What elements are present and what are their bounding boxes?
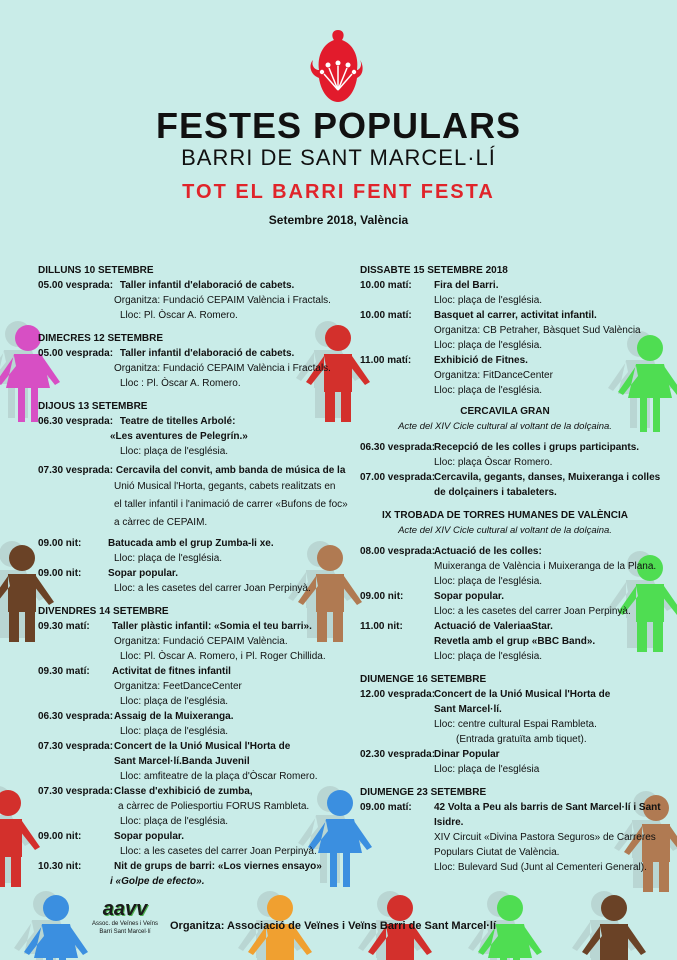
event-location: Lloc: a les casetes del carrer Joan Perpinyà. [120, 846, 317, 857]
event-detail: Isidre. [434, 817, 464, 828]
organizer-footer: Organitza: Associació de Veïnes i Veïns Barri de Sant Marcel·lí [170, 920, 497, 932]
event-activity: Basquet al carrer, activitat infantil. [434, 310, 597, 321]
event-time: 10.00 matí: [360, 280, 412, 291]
section-heading: IX TROBADA DE TORRES HUMANES DE VALÈNCIA [382, 510, 628, 521]
event-time: 07.30 vesprada: [38, 465, 114, 476]
event-row [360, 747, 650, 762]
day-heading: DIVENDRES 14 SETEMBRE [38, 606, 169, 617]
event-organizer: Organitza: FeetDanceCenter [114, 681, 242, 692]
event-organizer: Organitza: Fundació CEPAIM València i Fractals. [114, 295, 331, 306]
event-row [38, 346, 338, 361]
event-time: 05.00 vesprada: [38, 348, 114, 359]
event-detail: a càrrec de CEPAIM. [114, 517, 208, 528]
event-location: Lloc: plaça de l'església. [434, 576, 543, 587]
event-detail: Sant Marcel·lí.Banda Juvenil [114, 756, 250, 767]
event-activity: Cercavila, gegants, danses, Muixeranga i colles [434, 472, 661, 483]
event-activity: Teatre de titelles Arbolé: [119, 416, 236, 427]
event-row [360, 278, 650, 293]
event-row [360, 440, 650, 455]
day-heading: DIUMENGE 23 SETEMBRE [360, 787, 487, 798]
page-subtitle: BARRI DE SANT MARCEL·LÍ [181, 145, 496, 170]
event-time: 09.00 nit: [38, 568, 82, 579]
event-activity: Recepció de les colles i grups participants. [434, 442, 640, 453]
event-row [38, 566, 338, 581]
event-row [360, 544, 650, 559]
event-time: 07.30 vesprada: [38, 786, 114, 797]
event-organizer: Organitza: CB Petraher, Bàsquet Sud València [434, 325, 641, 336]
person-icon [572, 891, 646, 960]
event-time: 09.30 matí: [38, 666, 90, 677]
event-row [38, 278, 338, 293]
event-detail: a càrrec de Poliesportiu FORUS Rambleta. [118, 801, 310, 812]
event-activity: Sopar popular. [434, 591, 505, 602]
event-location: Lloc: a les casetes del carrer Joan Perpinyà. [434, 606, 631, 617]
event-detail: Muixeranga de València i Muixeranga de la Plana. [434, 561, 657, 572]
event-time: 10.00 matí: [360, 310, 412, 321]
event-detail: Revetla amb el grup «BBC Band». [434, 636, 596, 647]
event-location: Lloc : Pl. Òscar A. Romero. [120, 378, 241, 389]
event-location: Lloc: plaça de l'església. [434, 295, 543, 306]
event-activity: Concert de la Unió Musical l'Horta de [114, 741, 291, 752]
event-time: 06.30 vesprada: [38, 416, 114, 427]
event-row [360, 687, 650, 702]
event-activity: Cercavila del convit, amb banda de música de la [115, 465, 346, 476]
event-activity: Batucada amb el grup Zumba-li xe. [108, 538, 274, 549]
event-row [38, 414, 338, 429]
event-activity: Actuació de ValeriaaStar. [434, 621, 553, 632]
event-location: Lloc: Bulevard Sud (Junt al Cementeri General). [434, 862, 647, 873]
aavv-logo-sub: Assoc. de Veïnes i Veïns [92, 921, 159, 927]
event-time: 09.00 nit: [38, 538, 82, 549]
event-location: Lloc: plaça de l'església. [434, 385, 543, 396]
event-row [38, 739, 338, 754]
day-heading: DIJOUS 13 SETEMBRE [38, 401, 148, 412]
event-time: 10.30 nit: [38, 861, 82, 872]
event-row [38, 859, 338, 874]
event-detail: el taller infantil i l'animació de carrer «Bufons de foc» [114, 499, 348, 510]
event-detail: de dolçainers i tabaleters. [434, 487, 557, 498]
date-line: Setembre 2018, València [268, 213, 409, 227]
event-detail: XIV Circuit «Divina Pastora Seguros» de Carreres [434, 832, 656, 843]
aavv-logo [92, 898, 158, 936]
event-organizer: Organitza: Fundació CEPAIM València i Fractals. [114, 363, 331, 374]
event-activity: Exhibició de Fitnes. [434, 355, 528, 366]
event-detail: Unió Musical l'Horta, gegants, cabets realitzats en [114, 481, 336, 492]
event-location: Lloc: amfiteatre de la plaça d'Òscar Romero. [120, 771, 318, 782]
event-row [360, 589, 650, 604]
event-time: 02.30 vesprada: [360, 749, 436, 760]
event-location: Lloc: plaça de l'església [434, 764, 540, 775]
event-time: 09.00 nit: [360, 591, 404, 602]
day-heading: DIMECRES 12 SETEMBRE [38, 333, 164, 344]
event-location: Lloc: plaça de l'església. [434, 651, 543, 662]
event-location: Lloc: plaça Òscar Romero. [434, 457, 553, 468]
left-column [38, 263, 348, 889]
event-activity: Classe d'exhibició de zumba, [114, 786, 253, 797]
event-row [360, 619, 650, 634]
event-organizer: Organitza: FitDanceCenter [434, 370, 553, 381]
event-time: 11.00 nit: [360, 621, 403, 632]
event-time: 05.00 vesprada: [38, 280, 114, 291]
event-activity: Assaig de la Muixeranga. [114, 711, 234, 722]
event-activity: Actuació de les colles: [434, 546, 542, 557]
event-location: Lloc: plaça de l'església. [120, 816, 229, 827]
event-time: 07.30 vesprada: [38, 741, 114, 752]
event-location: Lloc: a les casetes del carrer Joan Perpinyà. [114, 583, 311, 594]
event-time: 06.30 vesprada: [360, 442, 436, 453]
event-detail: Sant Marcel·lí. [434, 704, 502, 715]
event-activity: 42 Volta a Peu als barris de Sant Marcel·lí i Sant [434, 802, 661, 813]
event-location: Lloc: plaça de l'església. [114, 553, 223, 564]
event-location: Lloc: plaça de l'església. [120, 726, 229, 737]
event-row [38, 536, 338, 551]
event-detail: i «Golpe de efecto». [110, 876, 205, 887]
event-time: 12.00 vesprada: [360, 689, 436, 700]
event-time: 09.00 matí: [360, 802, 412, 813]
person-icon [14, 891, 88, 960]
event-activity: Taller plàstic infantil: «Somia el teu barri». [112, 621, 312, 632]
aavv-logo-text: aavv [102, 898, 148, 920]
right-column [360, 263, 661, 875]
event-activity: Activitat de fitnes infantil [112, 666, 231, 677]
event-time: 09.00 nit: [38, 831, 82, 842]
event-row [38, 619, 338, 634]
event-row [38, 463, 346, 478]
event-row [360, 308, 650, 323]
person-icon [0, 786, 40, 887]
event-location: Lloc: centre cultural Espai Rambleta. [434, 719, 597, 730]
event-row [38, 829, 338, 844]
event-location: Lloc: Pl. Òscar A. Romero, i Pl. Roger Chillida. [120, 651, 326, 662]
event-row [360, 800, 661, 815]
event-activity: Concert de la Unió Musical l'Horta de [434, 689, 611, 700]
event-activity: Sopar popular. [108, 568, 179, 579]
page-title: FESTES POPULARS [155, 105, 522, 146]
event-note: (Entrada gratuïta amb tiquet). [456, 734, 587, 745]
event-activity: Nit de grups de barri: «Los viernes ensayo» [114, 861, 322, 872]
event-activity: Sopar popular. [114, 831, 185, 842]
event-activity: Taller infantil d'elaboració de cabets. [119, 348, 295, 359]
section-subtitle: Acte del XIV Cicle cultural al voltant de la dolçaina. [398, 421, 612, 432]
event-time: 11.00 matí: [360, 355, 412, 366]
event-location: Lloc: plaça de l'església. [120, 446, 229, 457]
event-location: Lloc: plaça de l'església. [434, 340, 543, 351]
event-row [360, 470, 661, 485]
event-detail: Populars Ciutat de València. [434, 847, 560, 858]
event-time: 08.00 vesprada: [360, 546, 436, 557]
event-row [38, 664, 338, 679]
aavv-logo-sub2: Barri Sant Marcel·lí [99, 929, 151, 935]
jug-logo-icon [305, 26, 371, 108]
event-time: 06.30 vesprada: [38, 711, 114, 722]
event-row [360, 353, 650, 368]
event-activity: Fira del Barri. [434, 280, 499, 291]
event-activity: Taller infantil d'elaboració de cabets. [119, 280, 295, 291]
section-heading: CERCAVILA GRAN [460, 406, 550, 417]
event-row [38, 709, 338, 724]
day-heading: DIUMENGE 16 SETEMBRE [360, 674, 487, 685]
event-time: 07.00 vesprada: [360, 472, 436, 483]
day-heading: DILLUNS 10 SETEMBRE [38, 265, 154, 276]
event-time: 09.30 matí: [38, 621, 90, 632]
event-location: Lloc: Pl. Òscar A. Romero. [120, 310, 238, 321]
slogan: TOT EL BARRI FENT FESTA [182, 181, 495, 203]
event-row [38, 784, 338, 799]
event-activity: Dinar Popular [434, 749, 500, 760]
event-detail: «Les aventures de Pelegrín.» [110, 431, 248, 442]
section-subtitle: Acte del XIV Cicle cultural al voltant de la dolçaina. [398, 525, 612, 536]
event-location: Lloc: plaça de l'església. [120, 696, 229, 707]
day-heading: DISSABTE 15 SETEMBRE 2018 [360, 265, 508, 276]
event-organizer: Organitza: Fundació CEPAIM València. [114, 636, 288, 647]
